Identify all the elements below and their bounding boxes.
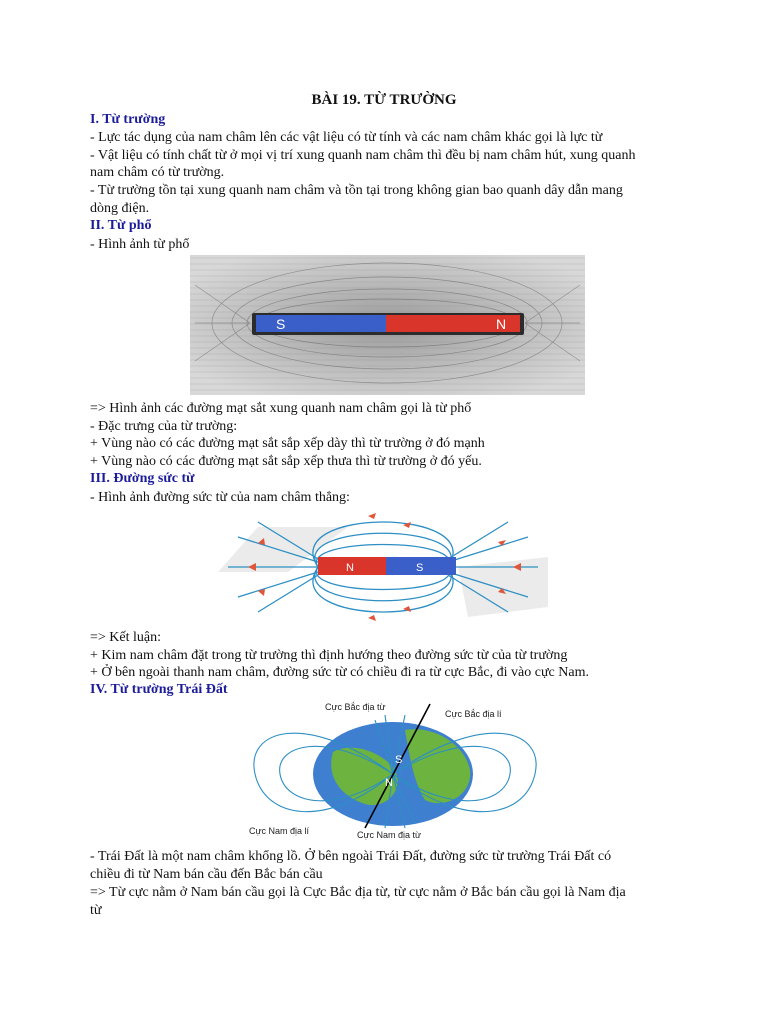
bar-magnet-s-label: S [416,562,424,574]
section-2-feature: - Đặc trưng của từ trường: [90,419,238,434]
section-2-conclusion: => Hình ảnh các đường mạt sắt xung quanh nam châm gọi là từ phổ [90,401,472,416]
section-4-paragraph-2a: => Từ cực nằm ở Nam bán cầu gọi là Cực Bắc địa từ, từ cực nằm ở Bắc bán cầu gọi là Nam địa [90,885,626,900]
section-1-paragraph-3b: dòng điện. [90,201,150,216]
section-2-feature-2: + Vùng nào có các đường mạt sắt sắp xếp thưa thì từ trường ở đó yếu. [90,454,482,469]
section-1-paragraph-1: - Lực tác dụng của nam châm lên các vật liệu có từ tính và các nam châm khác gọi là lực từ [90,130,603,145]
label-south-magnetic-pole: Cực Nam địa từ [357,830,422,840]
section-3-intro: - Hình ảnh đường sức từ của nam châm thẳng: [90,490,350,505]
section-4-heading: IV. Từ trường Trái Đất [90,682,228,697]
section-3-heading: III. Đường sức từ [90,471,195,486]
section-3-conclusion-2: + Ở bên ngoài thanh nam châm, đường sức từ có chiều đi ra từ cực Bắc, đi vào cực Nam. [90,665,589,680]
section-1-paragraph-2b: nam châm có từ trường. [90,165,225,180]
section-2-feature-1: + Vùng nào có các đường mạt sắt sắp xếp dày thì từ trường ở đó mạnh [90,436,485,451]
label-north-geographic-pole: Cực Bắc địa lí [445,709,502,719]
section-2-heading: II. Từ phổ [90,218,152,233]
earth-pole-s: S [395,754,403,766]
magnet-s-label: S [276,316,286,332]
iron-filings-figure [190,255,585,395]
magnet-n-label: N [496,316,507,332]
section-3-conclusion-1: + Kim nam châm đặt trong từ trường thì định hướng theo đường sức từ của từ trường [90,648,568,663]
earth-field-figure [245,700,545,840]
field-lines-figure [218,507,548,627]
section-2-intro: - Hình ảnh từ phổ [90,237,190,252]
section-1-paragraph-2a: - Vật liệu có tính chất từ ở mọi vị trí xung quanh nam châm thì đều bị nam châm hút, xung quanh [90,148,636,163]
section-4-paragraph-1b: chiều đi từ Nam bán cầu đến Bắc bán cầu [90,867,323,882]
section-1-paragraph-3a: - Từ trường tồn tại xung quanh nam châm và tồn tại trong không gian bao quanh dây dẫn mang [90,183,623,198]
section-4-paragraph-2b: từ [90,903,102,918]
label-south-geographic-pole: Cực Nam địa lí [249,826,310,836]
section-1-heading: I. Từ trường [90,112,166,127]
earth-pole-n: N [385,777,393,789]
bar-magnet-n-label: N [346,562,354,574]
label-north-magnetic-pole: Cực Bắc địa từ [325,702,386,712]
section-3-conclusion: => Kết luận: [90,630,161,645]
page-title: BÀI 19. TỪ TRƯỜNG [311,92,457,108]
section-4-paragraph-1a: - Trái Đất là một nam châm khổng lồ. Ở bên ngoài Trái Đất, đường sức từ trường Trái Đất có [90,849,612,864]
